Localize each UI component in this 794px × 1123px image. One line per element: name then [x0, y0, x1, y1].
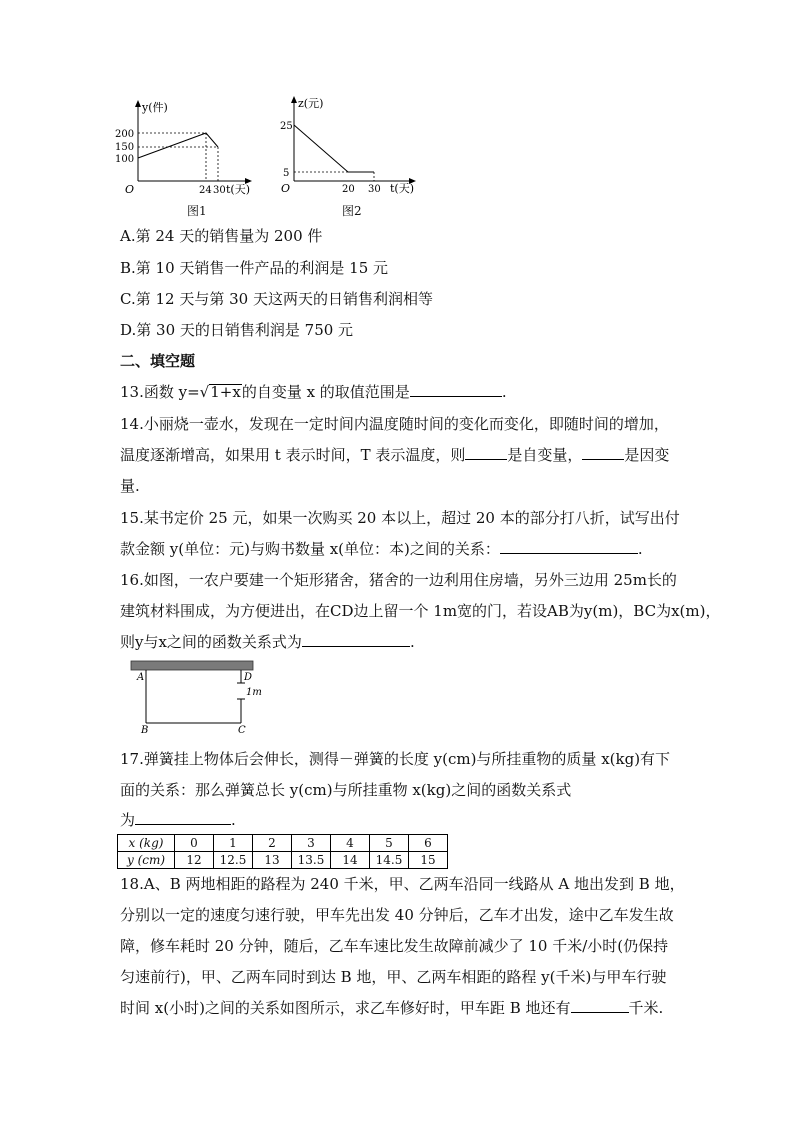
fig1-origin: O	[125, 183, 135, 196]
q18-line-4: 匀速前行)，甲、乙两车同时到达 B 地，甲、乙两车相距的路程 y(千米)与甲车行驶	[120, 968, 667, 986]
q14-text-a: 温度逐渐增高，如果用 t 表示时间，T 表示温度，则	[120, 446, 466, 464]
table-cell: 15	[409, 852, 448, 869]
label-door: 1m	[246, 687, 262, 698]
q17-answer-blank[interactable]	[135, 810, 231, 825]
fig2-caption: 图2	[342, 204, 362, 218]
q15-text: 款金额 y(单位：元)与购书数量 x(单位：本)之间的关系：	[120, 540, 500, 558]
table-row	[118, 852, 448, 869]
table-cell: 2	[253, 835, 292, 852]
label-d: D	[244, 672, 253, 683]
table-cell: 3	[292, 835, 331, 852]
q13-pre: 13.函数 y=	[120, 383, 200, 401]
fig1-tick-24: 24	[199, 185, 212, 196]
table-cell: 0	[175, 835, 214, 852]
option-a: A.第 24 天的销售量为 200 件	[120, 227, 323, 245]
q18-line-1: 18.A、B 两地相距的路程为 240 千米，甲、乙两车沿同一线路从 A 地出发到 B 地，	[120, 875, 685, 893]
fig1-tick-150: 150	[115, 142, 135, 153]
option-c: C.第 12 天与第 30 天这两天的日销售利润相等	[120, 290, 433, 308]
q13-post: 的自变量 x 的取值范围是	[241, 383, 410, 401]
q17-line-3	[120, 810, 236, 830]
q14-line-1: 14.小丽烧一壶水，发现在一定时间内温度随时间的变化而变化，即随时间的增加，	[120, 415, 669, 433]
q18-end: 千米.	[628, 999, 664, 1017]
question-13	[120, 382, 507, 402]
table-cell: 14	[331, 852, 370, 869]
q14-line-2	[120, 445, 669, 465]
fig1-tick-30: 30	[213, 185, 226, 196]
label-c: C	[238, 725, 246, 736]
label-b: B	[141, 725, 149, 736]
q16-text: 则y与x之间的函数关系式为	[120, 633, 302, 651]
table-cell: 13	[253, 852, 292, 869]
q14-line-3: 量.	[120, 477, 140, 495]
fig2-x-label: t(天)	[390, 182, 415, 195]
fig2-tick-25: 25	[280, 121, 293, 132]
label-a: A	[137, 672, 145, 683]
table-cell: 6	[409, 835, 448, 852]
option-b: B.第 10 天销售一件产品的利润是 15 元	[120, 259, 389, 277]
q18-answer-blank[interactable]	[571, 998, 629, 1013]
fig2-series-line	[294, 125, 374, 172]
q17-text: 为	[120, 811, 136, 829]
section-title: 二、填空题	[120, 352, 196, 370]
option-d: D.第 30 天的日销售利润是 750 元	[120, 321, 354, 339]
q17-line-1: 17.弹簧挂上物体后会伸长，测得－弹簧的长度 y(cm)与所挂重物的质量 x(kg)有下	[120, 750, 671, 768]
q18-line-3: 障，修车耗时 20 分钟，随后，乙车车速比发生故障前减少了 10 千米/小时(仍保持	[120, 937, 669, 955]
q14-blank-1[interactable]	[465, 445, 507, 460]
q17-end: .	[231, 811, 236, 829]
q13-answer-blank[interactable]	[410, 382, 502, 397]
table-cell: 1	[214, 835, 253, 852]
q13-radicand: 1+x	[210, 383, 241, 401]
fig1-tick-100: 100	[115, 154, 135, 165]
table-header-y: y (cm)	[118, 852, 175, 869]
q16-line-2: 建筑材料围成，为方便进出，在CD边上留一个 1m宽的门，若设AB为y(m)，BC为x(m)，	[120, 602, 721, 620]
fig1-tick-200: 200	[115, 129, 135, 140]
fig2-y-arrow	[291, 96, 297, 103]
q17-line-2: 面的关系：那么弹簧总长 y(cm)与所挂重物 x(kg)之间的函数关系式	[120, 781, 572, 799]
sqrt-icon: √	[199, 383, 210, 401]
fig1-y-label: y(件)	[142, 101, 168, 114]
q18-text: 时间 x(小时)之间的关系如图所示，求乙车修好时，甲车距 B 地还有	[120, 999, 571, 1017]
table-cell: 12	[175, 852, 214, 869]
q14-text-c: 是因变	[624, 446, 670, 464]
q13-end: .	[501, 383, 507, 401]
fig2-tick-20: 20	[342, 184, 355, 195]
q15-answer-blank[interactable]	[500, 539, 638, 554]
table-row	[118, 835, 448, 852]
q15-line-1: 15.某书定价 25 元，如果一次购买 20 本以上，超过 20 本的部分打八折，试写出付	[120, 509, 680, 527]
fig2-origin: O	[281, 182, 291, 195]
fig1-caption: 图1	[187, 204, 207, 218]
q14-text-b: 是自变量，	[507, 446, 583, 464]
q15-line-2	[120, 539, 643, 559]
table-cell: 5	[370, 835, 409, 852]
q16-line-1: 16.如图，一农户要建一个矩形猪舍，猪舍的一边利用住房墙，另外三边用 25m长的	[120, 571, 677, 589]
house-wall	[131, 661, 253, 670]
table-cell: 12.5	[214, 852, 253, 869]
fig1-x-label: t(天)	[226, 183, 251, 196]
table-cell: 13.5	[292, 852, 331, 869]
q18-line-2: 分别以一定的速度匀速行驶，甲车先出发 40 分钟后，乙车才出发，途中乙车发生故	[120, 906, 674, 924]
q16-line-3	[120, 632, 415, 652]
spring-data-table	[117, 834, 448, 869]
table-cell: 4	[331, 835, 370, 852]
q15-end: .	[637, 540, 643, 558]
fig1-y-arrow	[135, 100, 141, 107]
table-cell: 14.5	[370, 852, 409, 869]
q18-line-5	[120, 998, 663, 1018]
fig2-y-label: z(元)	[298, 97, 324, 110]
fig2-tick-5: 5	[283, 168, 290, 179]
figure-1-chart	[112, 96, 262, 196]
fig2-tick-30: 30	[368, 184, 381, 195]
q16-answer-blank[interactable]	[302, 632, 410, 647]
figure-2-chart	[278, 92, 423, 196]
table-header-x: x (kg)	[118, 835, 175, 852]
q16-end: .	[409, 633, 415, 651]
pigsty-diagram	[124, 659, 269, 737]
q14-blank-2[interactable]	[582, 445, 624, 460]
